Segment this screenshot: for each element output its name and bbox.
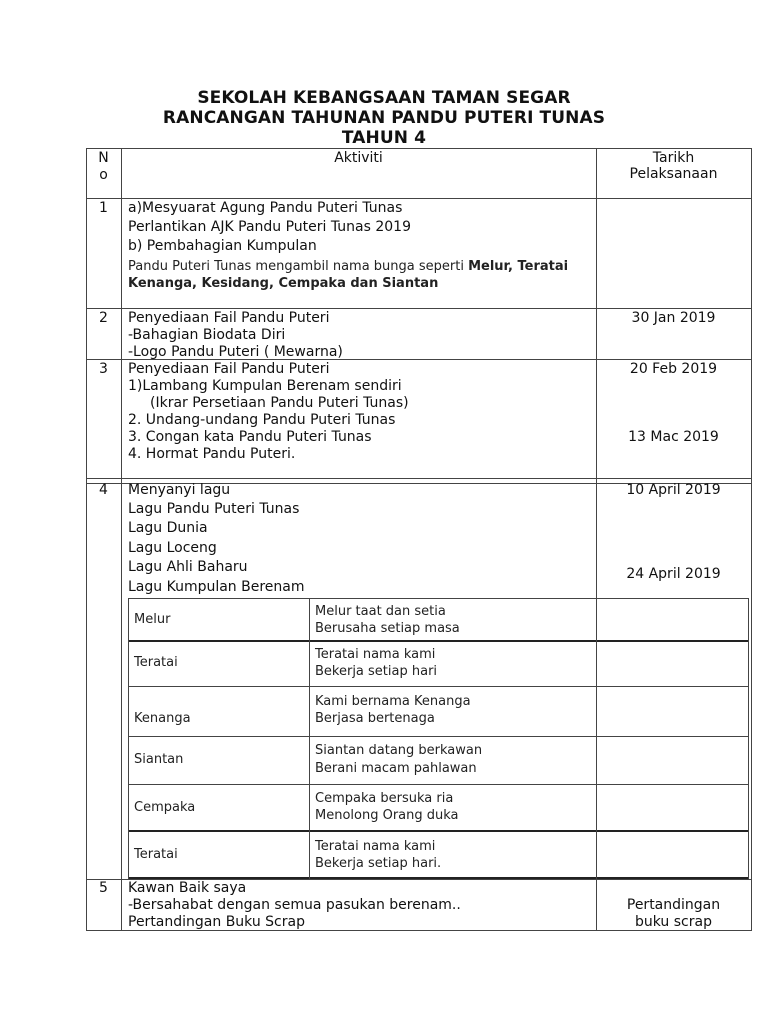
row-3-line: 2. Undang-undang Pandu Puteri Tunas [128,412,396,428]
row-1-no: 1 [99,200,108,216]
row-3-line: 3. Congan kata Pandu Puteri Tunas [128,429,372,445]
group-name: Siantan [134,752,184,767]
row-4-line: Menyanyi lagu [128,482,231,498]
group-motto: Menolong Orang duka [315,808,459,823]
group-motto: Teratai nama kami [315,647,436,662]
group-motto: Kami bernama Kenanga [315,694,471,709]
row-1-note-plain: Pandu Puteri Tunas mengambil nama bunga seperti [128,259,469,274]
group-name: Kenanga [134,711,191,726]
group-motto: Siantan datang berkawan [315,743,483,758]
row-4-no: 4 [99,482,108,498]
row-3-date-1: 20 Feb 2019 [629,361,718,377]
row-4-date-1: 10 April 2019 [626,482,721,498]
row-4-date-2: 24 April 2019 [626,566,721,582]
row-2-no: 2 [99,310,108,326]
row-3-line: (Ikrar Persetiaan Pandu Puteri Tunas) [150,395,409,411]
row-3-no: 3 [99,361,108,377]
row-5-line: Pertandingan Buku Scrap [128,914,305,930]
row-4-line: Lagu Ahli Baharu [128,559,248,575]
row-5-line: Kawan Baik saya [128,880,247,896]
header-date-1: Tarikh [652,150,695,166]
row-3-line: 1)Lambang Kumpulan Berenam sendiri [128,378,402,394]
group-name: Melur [134,612,171,627]
group-name: Cempaka [134,800,196,815]
header-no-1: N [98,150,109,166]
row-1-line: Perlantikan AJK Pandu Puteri Tunas 2019 [128,219,412,235]
header-date-2: Pelaksanaan [629,166,718,182]
row-5-line: -Bersahabat dengan semua pasukan berenam.. [128,897,461,913]
row-2-line: Penyediaan Fail Pandu Puteri [128,310,330,326]
row-4-line: Lagu Loceng [128,540,217,556]
header-no-2: o [99,167,108,183]
group-motto: Bekerja setiap hari. [315,856,442,871]
row-4-line: Lagu Dunia [128,520,208,536]
row-3-line: 4. Hormat Pandu Puteri. [128,446,296,462]
row-1-note-bold-2: Kenanga, Kesidang, Cempaka dan Siantan [128,276,439,291]
row-1-line: b) Pembahagian Kumpulan [128,238,317,254]
group-motto: Bekerja setiap hari [315,664,438,679]
group-motto: Teratai nama kami [315,839,436,854]
row-3-line: Penyediaan Fail Pandu Puteri [128,361,330,377]
row-1-note [128,259,568,275]
row-5-date-1: Pertandingan [626,897,721,913]
group-motto: Cempaka bersuka ria [315,791,454,806]
row-4-line: Lagu Kumpulan Berenam [128,579,305,595]
group-name: Teratai [134,655,178,670]
year-title: TAHUN 4 [341,128,427,148]
school-name: SEKOLAH KEBANGSAAN TAMAN SEGAR [197,88,571,108]
row-1-note-bold: Melur, Teratai [468,259,569,274]
group-motto: Berjasa bertenaga [315,711,435,726]
row-2-line: -Logo Pandu Puteri ( Mewarna) [128,344,343,360]
row-5-date-2: buku scrap [635,914,712,930]
group-name: Teratai [134,847,178,862]
group-motto: Melur taat dan setia [315,604,446,619]
row-2-date: 30 Jan 2019 [631,310,716,326]
row-5-no: 5 [99,880,108,896]
row-4-line: Lagu Pandu Puteri Tunas [128,501,300,517]
group-motto: Berani macam pahlawan [315,761,477,776]
row-2-line: -Bahagian Biodata Diri [128,327,286,343]
header-activity: Aktiviti [334,150,383,166]
row-3-date-2: 13 Mac 2019 [628,429,719,445]
plan-title: RANCANGAN TAHUNAN PANDU PUTERI TUNAS [162,108,606,128]
group-motto: Berusaha setiap masa [315,621,460,636]
row-1-line: a)Mesyuarat Agung Pandu Puteri Tunas [128,200,403,216]
